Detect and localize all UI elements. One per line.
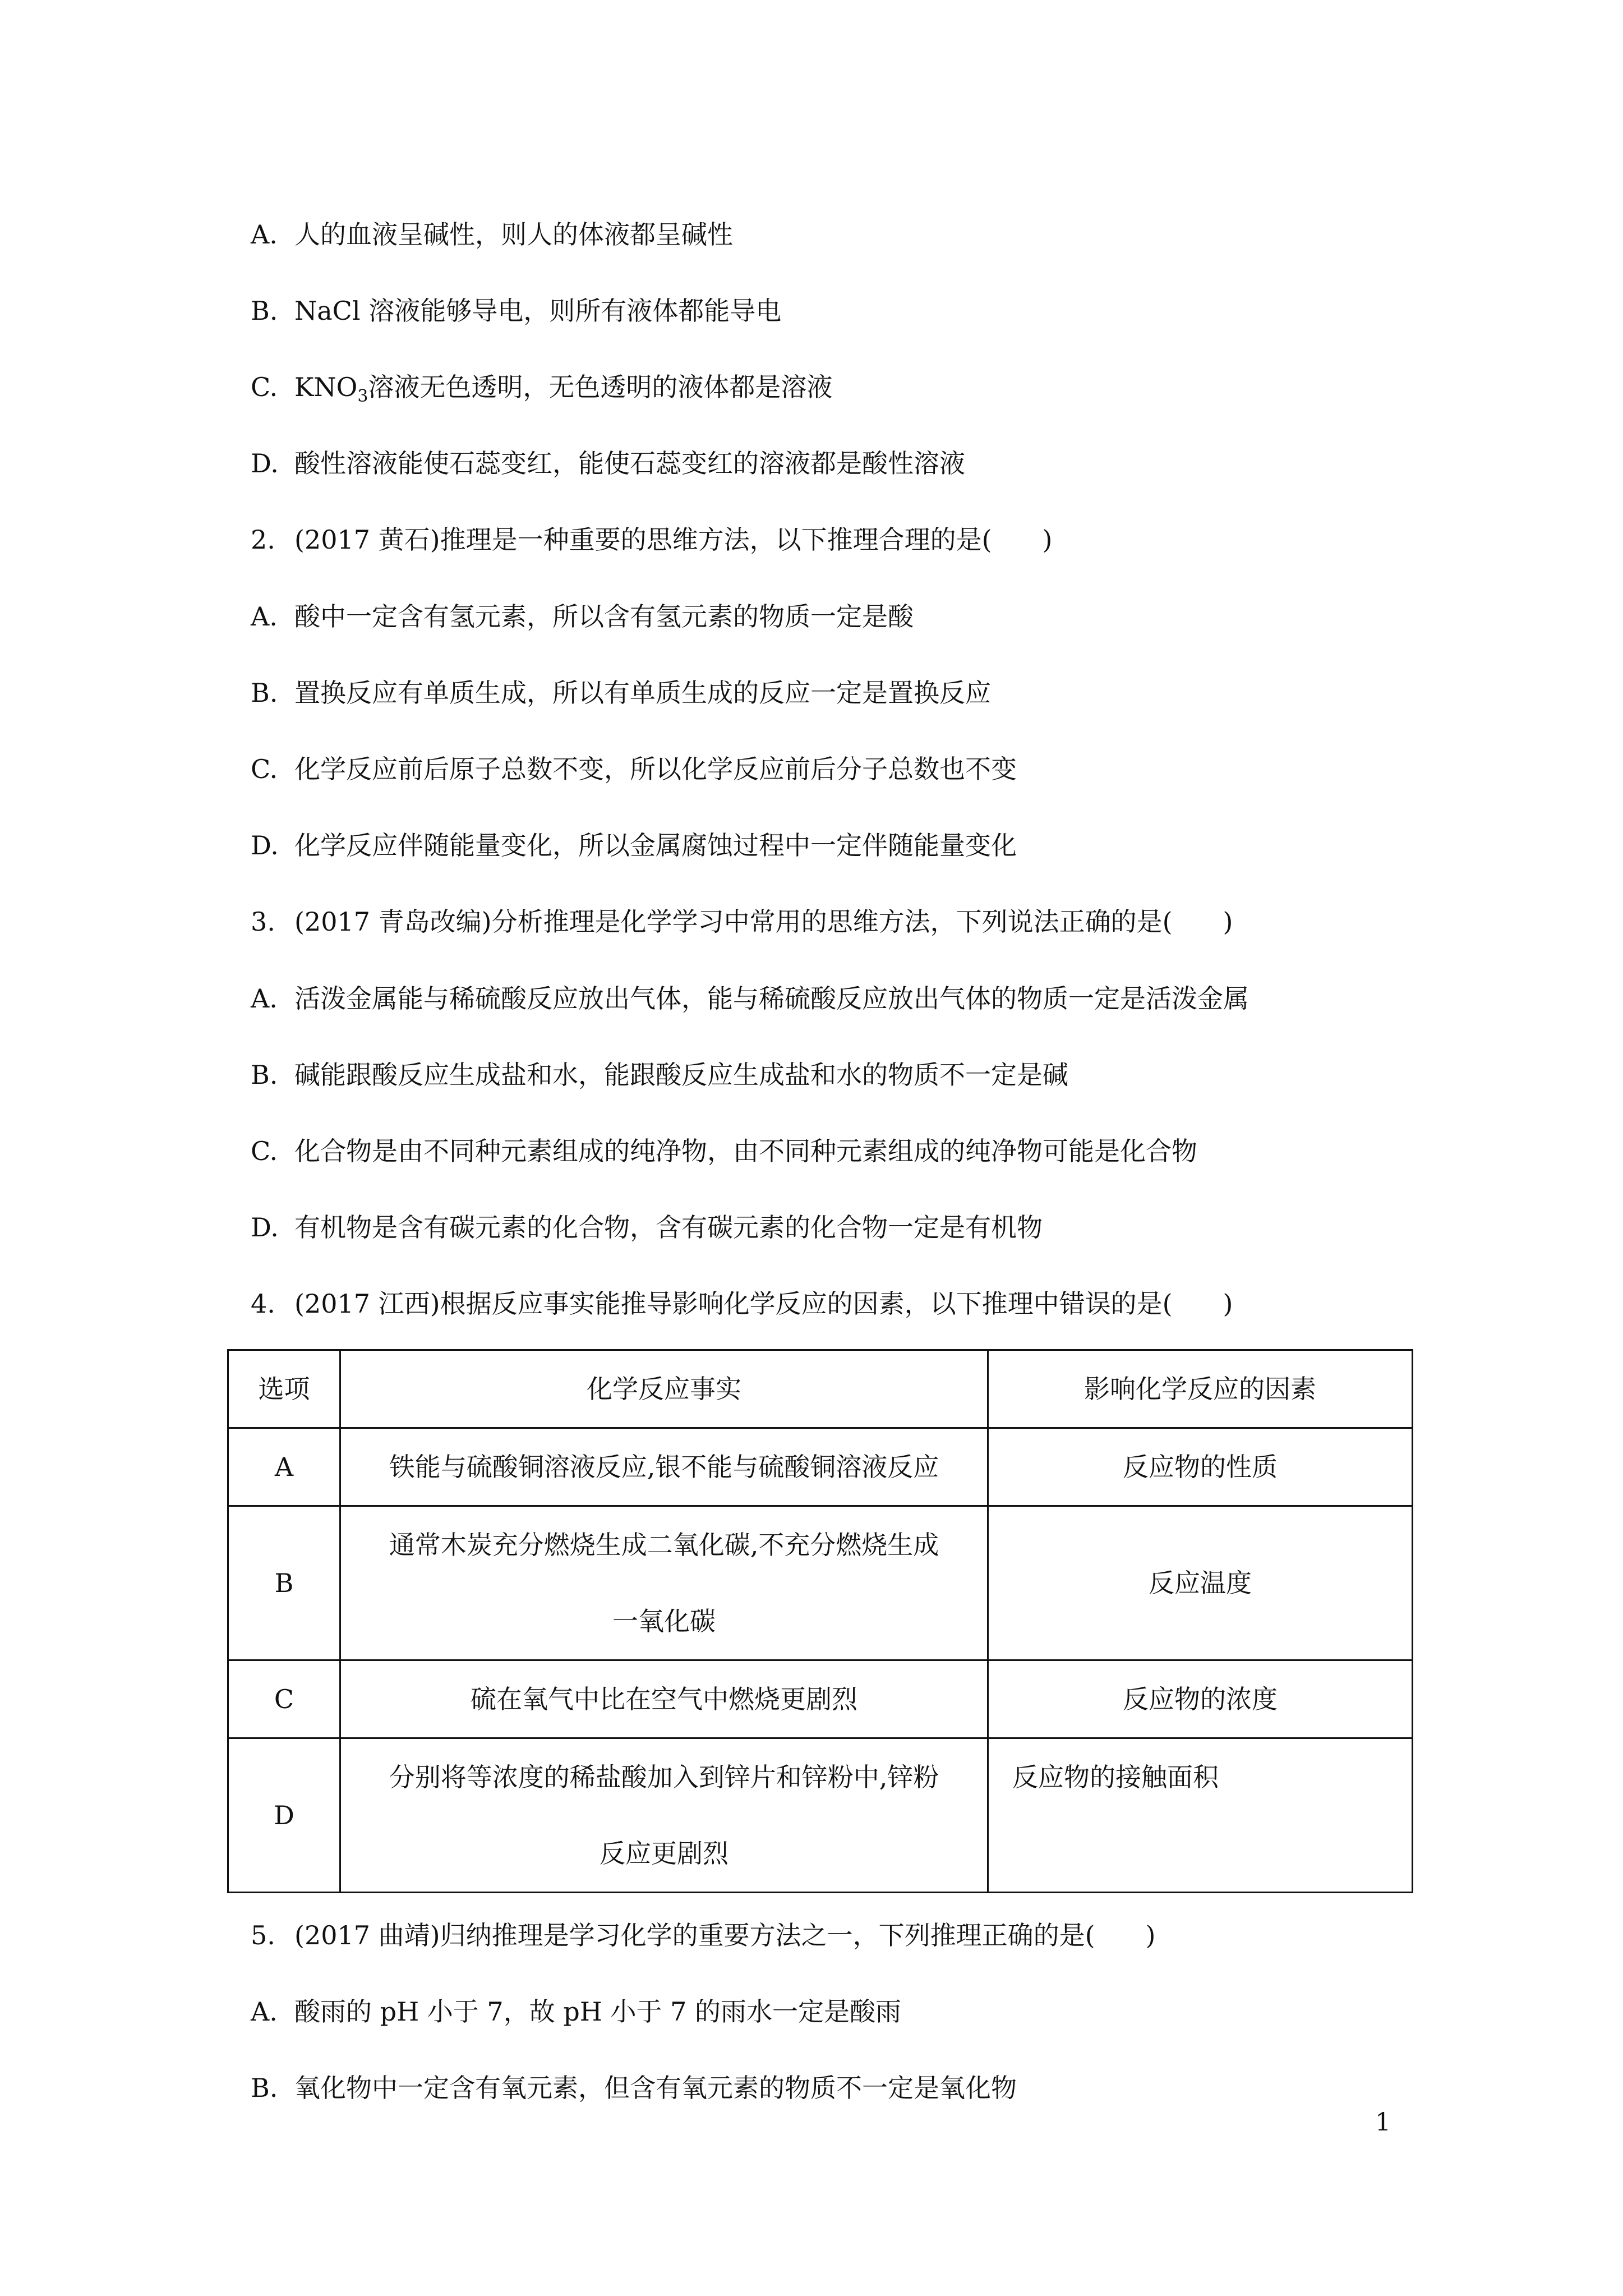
row-option: D: [228, 1738, 340, 1893]
table-row: [228, 1428, 1413, 1506]
table-row: [228, 1506, 1413, 1660]
row-fact: 硫在氧气中比在空气中燃烧更剧烈: [340, 1660, 988, 1738]
row-fact: 铁能与硫酸铜溶液反应,银不能与硫酸铜溶液反应: [340, 1428, 988, 1506]
q3-option-d: D. 有机物是含有碳元素的化合物，含有碳元素的化合物一定是有机物: [251, 1212, 1043, 1243]
row-fact: [340, 1738, 988, 1893]
row-fact-line-2: 反应更剧烈: [600, 1838, 728, 1869]
page-number: 1: [1375, 2108, 1391, 2137]
row-factor: 反应物的浓度: [988, 1660, 1413, 1738]
reaction-factors-table: [227, 1349, 1413, 1893]
q2-option-d: D. 化学反应伴随能量变化，所以金属腐蚀过程中一定伴随能量变化: [251, 830, 1017, 861]
q3-option-a: A. 活泼金属能与稀硫酸反应放出气体，能与稀硫酸反应放出气体的物质一定是活泼金属: [251, 983, 1249, 1014]
table-header-row: [228, 1350, 1413, 1428]
q3-option-c: C. 化合物是由不同种元素组成的纯净物，由不同种元素组成的纯净物可能是化合物: [251, 1136, 1197, 1166]
row-fact-line-1: 通常木炭充分燃烧生成二氧化碳,不充分燃烧生成: [389, 1530, 939, 1560]
row-factor: 反应物的性质: [988, 1428, 1413, 1506]
q5-option-b: B. 氧化物中一定含有氧元素，但含有氧元素的物质不一定是氧化物: [251, 2073, 1017, 2103]
table-row: [228, 1660, 1413, 1738]
row-fact-line-1: 分别将等浓度的稀盐酸加入到锌片和锌粉中,锌粉: [389, 1762, 939, 1792]
q2-option-a: A. 酸中一定含有氢元素，所以含有氢元素的物质一定是酸: [251, 601, 914, 632]
header-factor: 影响化学反应的因素: [988, 1350, 1413, 1428]
header-option: 选项: [228, 1350, 340, 1428]
q2-option-c: C. 化学反应前后原子总数不变，所以化学反应前后分子总数也不变: [251, 754, 1017, 784]
q3-option-b: B. 碱能跟酸反应生成盐和水，能跟酸反应生成盐和水的物质不一定是碱: [251, 1060, 1068, 1090]
row-option: C: [228, 1660, 340, 1738]
row-fact: [340, 1506, 988, 1660]
row-fact-line-2: 一氧化碳: [612, 1606, 716, 1636]
table-row: [228, 1738, 1413, 1893]
q1-option-c: C. $KNO_3$溶液无色透明，无色透明的液体都是溶液: [251, 372, 833, 407]
question-2-stem: 2. (2017 黄石)推理是一种重要的思维方法，以下推理合理的是( ): [251, 524, 1053, 555]
q1-option-d: D. 酸性溶液能使石蕊变红，能使石蕊变红的溶液都是酸性溶液: [251, 448, 965, 478]
row-option: A: [228, 1428, 340, 1506]
q2-option-b: B. 置换反应有单质生成，所以有单质生成的反应一定是置换反应: [251, 678, 991, 708]
question-3-stem: 3. (2017 青岛改编)分析推理是化学学习中常用的思维方法，下列说法正确的是( ): [251, 907, 1233, 937]
q1-option-a: A. 人的血液呈碱性，则人的体液都呈碱性: [251, 219, 733, 250]
header-fact: 化学反应事实: [340, 1350, 988, 1428]
question-5-stem: 5. (2017 曲靖)归纳推理是学习化学的重要方法之一，下列推理正确的是( ): [251, 1920, 1156, 1950]
row-factor: 反应物的接触面积: [988, 1738, 1413, 1893]
row-factor: 反应温度: [988, 1506, 1413, 1660]
q5-option-a: A. 酸雨的 pH 小于 7，故 pH 小于 7 的雨水一定是酸雨: [251, 1996, 902, 2027]
q1-option-b: B. NaCl 溶液能够导电，则所有液体都能导电: [251, 296, 782, 326]
row-option: B: [228, 1506, 340, 1660]
question-4-stem: 4. (2017 江西)根据反应事实能推导影响化学反应的因素，以下推理中错误的是( ): [251, 1289, 1233, 1319]
